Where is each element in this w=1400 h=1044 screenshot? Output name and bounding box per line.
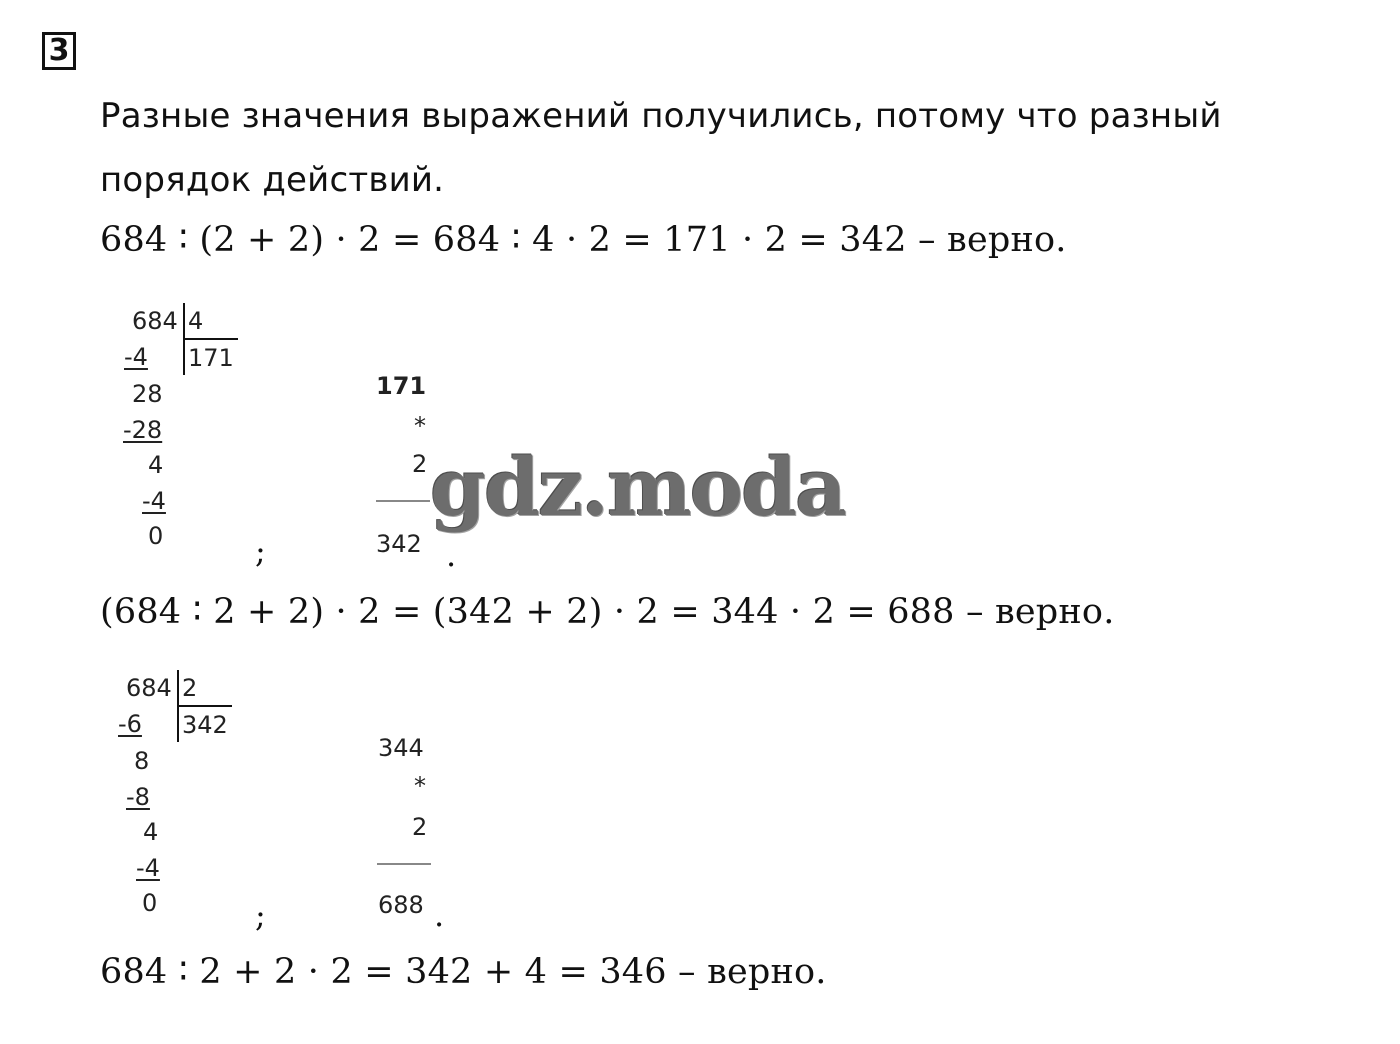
division-1-horizontal-bar (184, 338, 238, 340)
task-number-badge: 3 (42, 32, 76, 70)
multiplication-2-top: 344 (378, 734, 424, 762)
division-2-step: 4 (143, 818, 159, 846)
multiplication-2-operator: * (414, 772, 426, 800)
division-1-quotient: 171 (188, 344, 234, 372)
watermark-logo: gdz.moda (430, 440, 845, 534)
multiplication-2-bottom: 2 (412, 813, 428, 841)
explanation-line-2: порядок действий. (100, 160, 445, 200)
division-1-step: 28 (132, 380, 163, 408)
semicolon-1: ; (255, 532, 266, 570)
division-2-divisor: 2 (182, 674, 198, 702)
semicolon-2: ; (255, 896, 266, 934)
multiplication-1-line (376, 500, 430, 502)
division-2-quotient: 342 (182, 711, 228, 739)
division-2-step: -4 (136, 854, 160, 882)
division-1-step: -4 (142, 487, 166, 515)
division-1-step: -28 (123, 416, 163, 444)
equation-1: 684 ∶ (2 + 2) · 2 = 684 ∶ 4 · 2 = 171 · 2 = 342 – верно. (100, 220, 1067, 260)
division-2-horizontal-bar (178, 705, 232, 707)
period-2: . (434, 896, 445, 934)
multiplication-2-line (377, 863, 431, 865)
division-1-dividend: 684 (132, 307, 178, 335)
multiplication-2-result: 688 (378, 891, 424, 919)
division-2-step: 8 (134, 747, 150, 775)
division-2-step: -8 (126, 783, 150, 811)
equation-3: 684 ∶ 2 + 2 · 2 = 342 + 4 = 346 – верно. (100, 952, 827, 992)
multiplication-1-result: 342 (376, 530, 422, 558)
division-2-step: -6 (118, 710, 142, 738)
division-1-step: -4 (124, 343, 148, 371)
division-1-step: 4 (148, 451, 164, 479)
multiplication-1-bottom: 2 (412, 450, 428, 478)
division-1-step: 0 (148, 522, 164, 550)
division-1-divisor: 4 (188, 307, 204, 335)
explanation-line-1: Разные значения выражений получились, потому что разный (100, 96, 1222, 136)
division-2-step: 0 (142, 889, 158, 917)
division-2-dividend: 684 (126, 674, 172, 702)
period-1: . (446, 536, 457, 574)
multiplication-1-top: 171 (376, 372, 427, 400)
equation-2: (684 ∶ 2 + 2) · 2 = (342 + 2) · 2 = 344 · 2 = 688 – верно. (100, 592, 1115, 632)
multiplication-1-operator: * (414, 412, 426, 440)
